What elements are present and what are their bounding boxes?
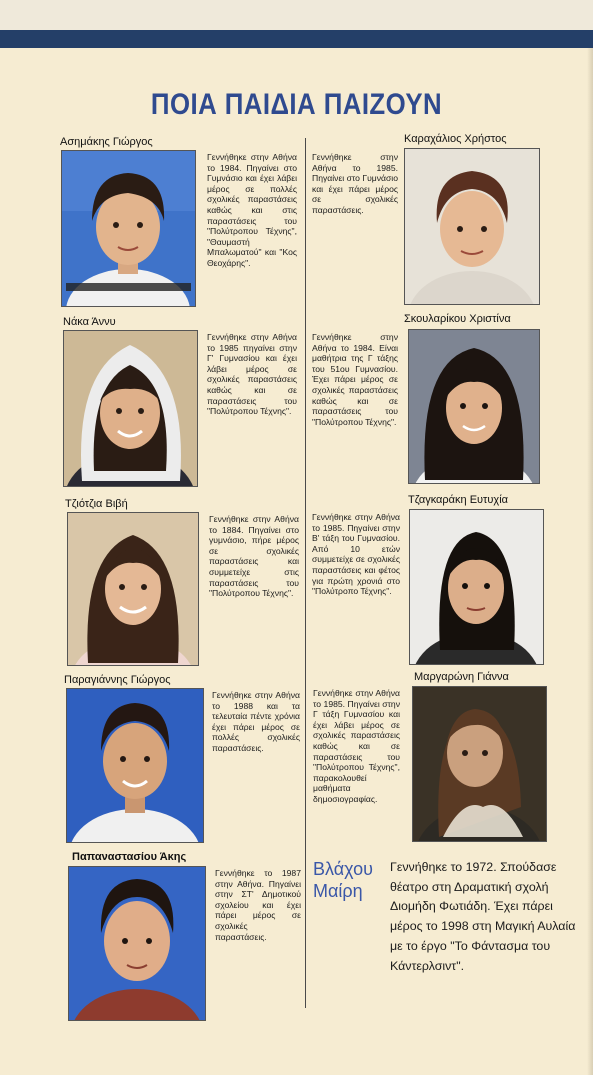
portrait-photo <box>66 688 204 843</box>
column-divider <box>305 138 306 1008</box>
portrait-photo <box>67 512 199 666</box>
actor-name: Νάκα Άννυ <box>63 316 116 328</box>
actor-bio: Γεννήθηκε στην Αθήνα το 1985. Πηγαίνει στο Γυμνάσιο και έχει πάρει μέρος σε σχολικές παραστάσεις. <box>312 152 398 215</box>
portrait-photo <box>404 148 540 305</box>
actor-bio: Γεννήθηκε στην Αθήνα το 1988 και τα τελευταία πέντε χρόνια έχει πάρει μέρος σε πολλές σχολικές παραστάσεις. <box>212 690 300 753</box>
actor-bio: Γεννήθηκε στην Αθήνα το 1884. Πηγαίνει στο γυμνάσιο, πήρε μέρος σε σχολικές παραστάσεις και συμμετείχε στις παραστάσεις του "Πολύτροπου Τέχνης". <box>209 514 299 599</box>
actor-bio: Γεννήθηκε στην Αθήνα το 1985 πηγαίνει στην Γ' Γυμνασίου και έχει λάβει μέρος σε σχολικές παραστάσεις καθώς και σε παραστάσεις του "Πολύτροπου Τέχνης". <box>207 332 297 417</box>
actor-name: Μαργαρώνη Γιάννα <box>414 671 509 683</box>
portrait-photo <box>408 329 540 484</box>
actor-bio: Γεννήθηκε το 1987 στην Αθήνα. Πηγαίνει στην ΣΤ' Δημοτικού σχολείου και έχει πάρει μέρος σε σχολικές παραστάσεις. <box>215 868 301 942</box>
actor-name: Παπαναστασίου Άκης <box>72 851 187 863</box>
actor-name: Τζιότζια Βιβή <box>65 498 128 510</box>
page-title: ΠΟΙΑ ΠΑΙΔΙΑ ΠΑΙΖΟΥΝ <box>150 88 443 121</box>
actor-name: Ασημάκης Γιώργος <box>60 136 153 148</box>
page-top-margin <box>0 0 593 30</box>
header-band <box>0 30 593 48</box>
portrait-photo <box>412 686 547 842</box>
actor-bio: Γεννήθηκε στην Αθήνα το 1984. Είναι μαθήτρια της Γ τάξης του 51ου Γυμνασίου. Έχει πάρει μέρος σε σχολικές παραστάσεις καθώς και σε παραστάσεις του "Πολύτροπου Τέχνης". <box>312 332 398 427</box>
portrait-photo <box>68 866 206 1021</box>
actor-bio: Γεννήθηκε στην Αθήνα το 1985. Πηγαίνει στην Γ τάξη Γυμνασίου και έχει λάβει μέρος σε σχολικές παραστάσεις καθώς και σε παραστάσεις του "Πολύτροπου Τέχνης", παρακολουθεί μαθήματα δημοσιογραφίας. <box>313 688 400 804</box>
actor-name: Παραγιάννης Γιώργος <box>64 674 171 686</box>
portrait-photo <box>61 150 196 307</box>
featured-name: Βλάχου Μαίρη <box>313 859 373 901</box>
actor-name: Σκουλαρίκου Χριστίνα <box>404 313 511 325</box>
featured-bio: Γεννήθηκε το 1972. Σπούδασε θέατρο στη Δραματική σχολή Διομήδη Φωτιάδη. Έχει πάρει μέρος το 1998 στη Μαγική Αυλαία με το έργο "Το Φάντασμα του Κάντερλσιντ". <box>390 860 576 973</box>
page-edge-shadow <box>587 48 593 1075</box>
actor-name: Καραχάλιος Χρήστος <box>404 133 507 145</box>
portrait-photo <box>409 509 544 665</box>
actor-bio: Γεννήθηκε στην Αθήνα το 1985. Πηγαίνει στην Β' τάξη του Γυμνασίου. Από 10 ετών συμμετείχε σε σχολικές παραστάσεις και φέτος για πρώτη χρονιά στο "Πολύτροπο Τέχνης". <box>312 512 400 597</box>
portrait-photo <box>63 330 198 487</box>
actor-bio: Γεννήθηκε στην Αθήνα το 1984. Πηγαίνει στο Γυμνάσιο και έχει λάβει μέρος σε πολλές σχολικές παραστάσεις καθώς και στις παραστάσεις του "Πολύτροπου Τέχνης", "Θαυμαστή Μπαλωματού" και "Κος Θεοχάρης". <box>207 152 297 268</box>
actor-name: Τζαγκαράκη Ευτυχία <box>408 494 508 506</box>
